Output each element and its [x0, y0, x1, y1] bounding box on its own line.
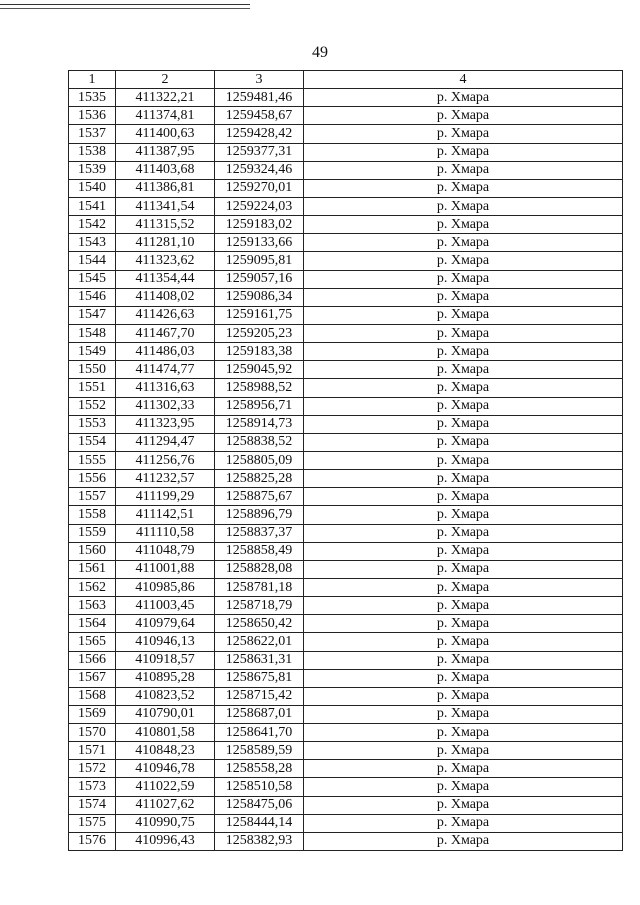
point-number-cell: 1539: [69, 161, 116, 179]
x-coordinate-cell: 411387,95: [116, 143, 215, 161]
y-coordinate-cell: 1258382,93: [215, 832, 304, 850]
header-cell-x-coordinate: 2: [116, 71, 215, 89]
description-cell: р. Хмара: [304, 234, 623, 252]
table-row: [69, 433, 623, 451]
y-coordinate-cell: 1258837,37: [215, 524, 304, 542]
description-cell: р. Хмара: [304, 578, 623, 596]
header-cell-description: 4: [304, 71, 623, 89]
table-row: [69, 252, 623, 270]
description-cell: р. Хмара: [304, 433, 623, 451]
header-row: [69, 71, 623, 89]
point-number-cell: 1556: [69, 470, 116, 488]
description-cell: р. Хмара: [304, 633, 623, 651]
table-row: [69, 633, 623, 651]
table-row: [69, 324, 623, 342]
y-coordinate-cell: 1259045,92: [215, 361, 304, 379]
coordinates-table: [68, 70, 623, 851]
y-coordinate-cell: 1258622,01: [215, 633, 304, 651]
point-number-cell: 1566: [69, 651, 116, 669]
y-coordinate-cell: 1259205,23: [215, 324, 304, 342]
point-number-cell: 1546: [69, 288, 116, 306]
table-row: [69, 615, 623, 633]
table-row: [69, 796, 623, 814]
table-row: [69, 288, 623, 306]
description-cell: р. Хмара: [304, 270, 623, 288]
top-rule: [0, 4, 250, 5]
table-body: [69, 89, 623, 851]
table-row: [69, 89, 623, 107]
table-row: [69, 578, 623, 596]
y-coordinate-cell: 1258641,70: [215, 724, 304, 742]
description-cell: р. Хмара: [304, 143, 623, 161]
table-row: [69, 524, 623, 542]
x-coordinate-cell: 410823,52: [116, 687, 215, 705]
y-coordinate-cell: 1258631,31: [215, 651, 304, 669]
x-coordinate-cell: 410801,58: [116, 724, 215, 742]
y-coordinate-cell: 1258715,42: [215, 687, 304, 705]
x-coordinate-cell: 411022,59: [116, 778, 215, 796]
point-number-cell: 1543: [69, 234, 116, 252]
y-coordinate-cell: 1259324,46: [215, 161, 304, 179]
y-coordinate-cell: 1258858,49: [215, 542, 304, 560]
x-coordinate-cell: 411322,21: [116, 89, 215, 107]
x-coordinate-cell: 411199,29: [116, 488, 215, 506]
y-coordinate-cell: 1259183,38: [215, 343, 304, 361]
table-row: [69, 234, 623, 252]
point-number-cell: 1571: [69, 742, 116, 760]
description-cell: р. Хмара: [304, 161, 623, 179]
description-cell: р. Хмара: [304, 415, 623, 433]
x-coordinate-cell: 411386,81: [116, 179, 215, 197]
point-number-cell: 1536: [69, 107, 116, 125]
table-row: [69, 814, 623, 832]
x-coordinate-cell: 411232,57: [116, 470, 215, 488]
x-coordinate-cell: 411110,58: [116, 524, 215, 542]
y-coordinate-cell: 1258510,58: [215, 778, 304, 796]
y-coordinate-cell: 1259428,42: [215, 125, 304, 143]
point-number-cell: 1570: [69, 724, 116, 742]
point-number-cell: 1572: [69, 760, 116, 778]
y-coordinate-cell: 1259183,02: [215, 216, 304, 234]
table-row: [69, 470, 623, 488]
table-row: [69, 742, 623, 760]
description-cell: р. Хмара: [304, 760, 623, 778]
table-row: [69, 415, 623, 433]
point-number-cell: 1564: [69, 615, 116, 633]
description-cell: р. Хмара: [304, 306, 623, 324]
y-coordinate-cell: 1258875,67: [215, 488, 304, 506]
x-coordinate-cell: 411408,02: [116, 288, 215, 306]
description-cell: р. Хмара: [304, 615, 623, 633]
description-cell: р. Хмара: [304, 506, 623, 524]
description-cell: р. Хмара: [304, 379, 623, 397]
description-cell: р. Хмара: [304, 687, 623, 705]
table-row: [69, 197, 623, 215]
x-coordinate-cell: 411001,88: [116, 560, 215, 578]
x-coordinate-cell: 410790,01: [116, 705, 215, 723]
page-number: 49: [312, 44, 328, 61]
x-coordinate-cell: 411048,79: [116, 542, 215, 560]
point-number-cell: 1542: [69, 216, 116, 234]
description-cell: р. Хмара: [304, 560, 623, 578]
description-cell: р. Хмара: [304, 288, 623, 306]
point-number-cell: 1551: [69, 379, 116, 397]
table-row: [69, 397, 623, 415]
y-coordinate-cell: 1258718,79: [215, 597, 304, 615]
table-row: [69, 488, 623, 506]
description-cell: р. Хмара: [304, 597, 623, 615]
y-coordinate-cell: 1258914,73: [215, 415, 304, 433]
table-row: [69, 143, 623, 161]
point-number-cell: 1553: [69, 415, 116, 433]
y-coordinate-cell: 1259095,81: [215, 252, 304, 270]
description-cell: р. Хмара: [304, 397, 623, 415]
x-coordinate-cell: 411474,77: [116, 361, 215, 379]
point-number-cell: 1550: [69, 361, 116, 379]
table-row: [69, 506, 623, 524]
table-row: [69, 361, 623, 379]
point-number-cell: 1565: [69, 633, 116, 651]
x-coordinate-cell: 411315,52: [116, 216, 215, 234]
header-cell-point-number: 1: [69, 71, 116, 89]
table-row: [69, 778, 623, 796]
x-coordinate-cell: 411142,51: [116, 506, 215, 524]
x-coordinate-cell: 410946,78: [116, 760, 215, 778]
y-coordinate-cell: 1258475,06: [215, 796, 304, 814]
description-cell: р. Хмара: [304, 488, 623, 506]
description-cell: р. Хмара: [304, 179, 623, 197]
x-coordinate-cell: 411341,54: [116, 197, 215, 215]
description-cell: р. Хмара: [304, 343, 623, 361]
description-cell: р. Хмара: [304, 796, 623, 814]
point-number-cell: 1563: [69, 597, 116, 615]
x-coordinate-cell: 411426,63: [116, 306, 215, 324]
point-number-cell: 1560: [69, 542, 116, 560]
point-number-cell: 1538: [69, 143, 116, 161]
point-number-cell: 1540: [69, 179, 116, 197]
description-cell: р. Хмара: [304, 470, 623, 488]
table-row: [69, 451, 623, 469]
point-number-cell: 1562: [69, 578, 116, 596]
description-cell: р. Хмара: [304, 542, 623, 560]
x-coordinate-cell: 411294,47: [116, 433, 215, 451]
y-coordinate-cell: 1259057,16: [215, 270, 304, 288]
x-coordinate-cell: 410979,64: [116, 615, 215, 633]
table-row: [69, 161, 623, 179]
y-coordinate-cell: 1258838,52: [215, 433, 304, 451]
point-number-cell: 1552: [69, 397, 116, 415]
table-row: [69, 216, 623, 234]
table-row: [69, 343, 623, 361]
y-coordinate-cell: 1259270,01: [215, 179, 304, 197]
point-number-cell: 1555: [69, 451, 116, 469]
x-coordinate-cell: 411316,63: [116, 379, 215, 397]
table-row: [69, 107, 623, 125]
y-coordinate-cell: 1259133,66: [215, 234, 304, 252]
description-cell: р. Хмара: [304, 216, 623, 234]
description-cell: р. Хмара: [304, 361, 623, 379]
y-coordinate-cell: 1258825,28: [215, 470, 304, 488]
x-coordinate-cell: 411400,63: [116, 125, 215, 143]
description-cell: р. Хмара: [304, 125, 623, 143]
description-cell: р. Хмара: [304, 724, 623, 742]
point-number-cell: 1574: [69, 796, 116, 814]
point-number-cell: 1576: [69, 832, 116, 850]
description-cell: р. Хмара: [304, 252, 623, 270]
point-number-cell: 1575: [69, 814, 116, 832]
point-number-cell: 1548: [69, 324, 116, 342]
point-number-cell: 1541: [69, 197, 116, 215]
point-number-cell: 1568: [69, 687, 116, 705]
table-row: [69, 560, 623, 578]
y-coordinate-cell: 1258805,09: [215, 451, 304, 469]
x-coordinate-cell: 411323,62: [116, 252, 215, 270]
table-row: [69, 687, 623, 705]
description-cell: р. Хмара: [304, 669, 623, 687]
table-row: [69, 306, 623, 324]
y-coordinate-cell: 1258558,28: [215, 760, 304, 778]
description-cell: р. Хмара: [304, 832, 623, 850]
point-number-cell: 1544: [69, 252, 116, 270]
table-row: [69, 669, 623, 687]
point-number-cell: 1567: [69, 669, 116, 687]
y-coordinate-cell: 1258896,79: [215, 506, 304, 524]
point-number-cell: 1561: [69, 560, 116, 578]
description-cell: р. Хмара: [304, 814, 623, 832]
y-coordinate-cell: 1259224,03: [215, 197, 304, 215]
y-coordinate-cell: 1258781,18: [215, 578, 304, 596]
x-coordinate-cell: 411403,68: [116, 161, 215, 179]
y-coordinate-cell: 1258828,08: [215, 560, 304, 578]
y-coordinate-cell: 1258956,71: [215, 397, 304, 415]
description-cell: р. Хмара: [304, 651, 623, 669]
y-coordinate-cell: 1258444,14: [215, 814, 304, 832]
table-row: [69, 179, 623, 197]
x-coordinate-cell: 410946,13: [116, 633, 215, 651]
y-coordinate-cell: 1258687,01: [215, 705, 304, 723]
description-cell: р. Хмара: [304, 778, 623, 796]
x-coordinate-cell: 411374,81: [116, 107, 215, 125]
x-coordinate-cell: 410895,28: [116, 669, 215, 687]
x-coordinate-cell: 410985,86: [116, 578, 215, 596]
x-coordinate-cell: 411354,44: [116, 270, 215, 288]
x-coordinate-cell: 411486,03: [116, 343, 215, 361]
y-coordinate-cell: 1259458,67: [215, 107, 304, 125]
description-cell: р. Хмара: [304, 197, 623, 215]
table-row: [69, 597, 623, 615]
y-coordinate-cell: 1259481,46: [215, 89, 304, 107]
x-coordinate-cell: 411256,76: [116, 451, 215, 469]
x-coordinate-cell: 410848,23: [116, 742, 215, 760]
table-row: [69, 379, 623, 397]
description-cell: р. Хмара: [304, 324, 623, 342]
x-coordinate-cell: 410996,43: [116, 832, 215, 850]
description-cell: р. Хмара: [304, 107, 623, 125]
description-cell: р. Хмара: [304, 89, 623, 107]
point-number-cell: 1559: [69, 524, 116, 542]
point-number-cell: 1557: [69, 488, 116, 506]
point-number-cell: 1535: [69, 89, 116, 107]
y-coordinate-cell: 1259377,31: [215, 143, 304, 161]
point-number-cell: 1549: [69, 343, 116, 361]
header-cell-y-coordinate: 3: [215, 71, 304, 89]
y-coordinate-cell: 1258675,81: [215, 669, 304, 687]
y-coordinate-cell: 1259161,75: [215, 306, 304, 324]
table-row: [69, 832, 623, 850]
table-row: [69, 705, 623, 723]
x-coordinate-cell: 411027,62: [116, 796, 215, 814]
description-cell: р. Хмара: [304, 742, 623, 760]
x-coordinate-cell: 411467,70: [116, 324, 215, 342]
y-coordinate-cell: 1259086,34: [215, 288, 304, 306]
description-cell: р. Хмара: [304, 524, 623, 542]
point-number-cell: 1537: [69, 125, 116, 143]
description-cell: р. Хмара: [304, 451, 623, 469]
x-coordinate-cell: 410990,75: [116, 814, 215, 832]
table-row: [69, 760, 623, 778]
x-coordinate-cell: 411302,33: [116, 397, 215, 415]
point-number-cell: 1547: [69, 306, 116, 324]
point-number-cell: 1573: [69, 778, 116, 796]
x-coordinate-cell: 411323,95: [116, 415, 215, 433]
point-number-cell: 1545: [69, 270, 116, 288]
x-coordinate-cell: 410918,57: [116, 651, 215, 669]
x-coordinate-cell: 411003,45: [116, 597, 215, 615]
table-row: [69, 125, 623, 143]
y-coordinate-cell: 1258650,42: [215, 615, 304, 633]
point-number-cell: 1569: [69, 705, 116, 723]
table-row: [69, 724, 623, 742]
table-row: [69, 651, 623, 669]
table-row: [69, 542, 623, 560]
x-coordinate-cell: 411281,10: [116, 234, 215, 252]
table-row: [69, 270, 623, 288]
description-cell: р. Хмара: [304, 705, 623, 723]
y-coordinate-cell: 1258988,52: [215, 379, 304, 397]
top-rule-secondary: [0, 8, 250, 9]
point-number-cell: 1558: [69, 506, 116, 524]
table-header: [69, 71, 623, 89]
point-number-cell: 1554: [69, 433, 116, 451]
y-coordinate-cell: 1258589,59: [215, 742, 304, 760]
